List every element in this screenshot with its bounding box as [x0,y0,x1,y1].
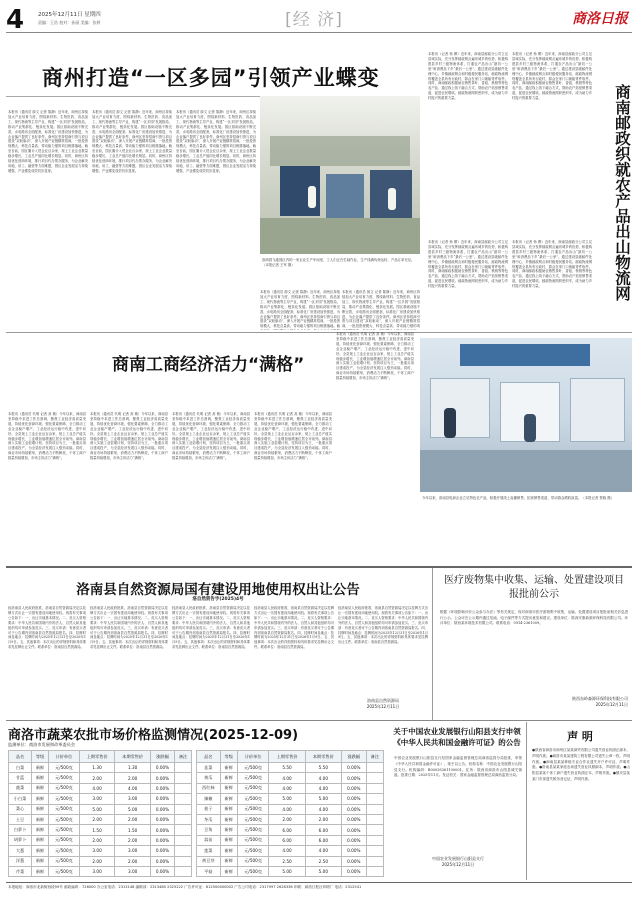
table-row [9,783,192,793]
table-row [197,846,384,856]
notice2-body: 根据《环境影响评价公众参与办法》等有关规定，现对商洛市医疗废物集中收集、运输、处置建设项目报批前相关信息进行公示。公众可在公示期内通过信函、电子邮件等方式提出意见和建议。建设单位：陕西安康新源环保科技有限公司。环评单位：陕西某环境技术有限公司。联系电话：0914-2361009。 [440,610,628,626]
article1-photo-caption: 洛商园飞地园区内的一家企业生产车间里，工人们正在忙碌作业，生产线满负荷运转，产品订单充足。（本报记者 王军 摄） [262,258,415,267]
table-cell: 元/500克 [49,794,80,804]
table-cell: 1.50 [115,825,151,835]
table-cell: 新鲜 [220,835,237,845]
table-cell: 4.00 [269,773,305,783]
table-cell: 4.00 [305,846,341,856]
price-table-header-cell: 计价单位 [237,751,269,763]
table-cell [175,763,192,773]
table-cell [366,846,383,856]
table-cell: 元/500克 [49,783,80,793]
table-cell: 新鲜 [220,846,237,856]
table-cell: 0.00% [341,763,366,773]
table-cell [366,856,383,866]
table-cell [366,773,383,783]
table-cell: 新鲜 [32,825,49,835]
table-cell: 0.00% [341,846,366,856]
table-row [197,825,384,835]
table-cell: 0.00% [150,814,174,824]
table-cell: 菜心 [9,804,32,814]
table-cell: 2.00 [115,814,151,824]
table-row [197,804,384,814]
table-cell: 蒜苗 [197,835,221,845]
table-cell: 新鲜 [32,794,49,804]
table-cell: 3.00 [79,846,115,856]
price-table-header-cell: 品名 [197,751,221,763]
table-cell [175,804,192,814]
table-cell: 新鲜 [220,866,237,876]
section-label: 经 济 [292,10,336,30]
notice1-col2: 经洛南县人民政府批准，洛南县自然资源局决定以挂牌方式出让一宗国有建设用地使用权。现将有关事项公告如下：一、出让宗地基本情况。二、竞买人资格要求：中华人民共和国境内外的法人、自然人和其他组织均可申请参加竞买。三、竞买申请：有意竞买者可于公告期内到洛南县自然资源局报名。四、挂牌时间及地点：挂牌时间为2025年12月31日至2026年1月9日。五、其他事项：本次出让的详细资料和具体要求见挂牌出让文件。联系单位：洛南县自然资源局。 [90,606,168,650]
table-cell: 0.00% [150,866,174,876]
table-cell [366,763,383,773]
article2-col3: 本报讯（通讯员 代明 记者 高 敏）今年以来，商南县坚持稳中求进工作总基调，聚焦工业经济高质量发展，持续优化营商环境，强化要素保障，全力推动工业企业稳产增产，工业经济运行稳中有进、进中向好。全县规上工业企业达百余家，规上工业总产值实现稳步增长，工业增加值增速位居全市前列。商南县深入实施工业倍增计划，坚持项目为王，一批重点项目建成投产，为全县经济发展注入强劲动能。同时，商业市场持续繁荣，消费活力不断释放，个体工商户数量持续增加，市场主体活力“满格”。 [172,412,250,461]
paper-logo: 商洛日报 [572,11,628,27]
table-cell: 0.00% [341,866,366,876]
bracket-left: [ [285,10,293,30]
article2-col5: 本报讯（通讯员 代明 记者 高 敏）今年以来，商南县坚持稳中求进工作总基调，聚焦工业经济高质量发展，持续优化营商环境，强化要素保障，全力推动工业企业稳产增产，工业经济运行稳中有进、进中向好。全县规上工业企业达百余家，规上工业总产值实现稳步增长，工业增加值增速位居全市前列。商南县深入实施工业倍增计划，坚持项目为王，一批重点项目建成投产，为全县经济发展注入强劲动能。同时，商业市场持续繁荣，消费活力不断释放，个体工商户数量持续增加，市场主体活力“满格”。 [336,332,414,381]
table-cell: 0.00% [341,856,366,866]
article1-col5b: 本报讯（通讯员 薛文 记者 陈静）近年来，商州区持续加大产业培育力度，围绕新材料、生物医药、食品加工、现代物流等主导产业，构建“一区多园”发展格局，推动产业集群化、链条化发展。园区基础设施不断完善，水电路讯全面配套，标准化厂房建设加快推进，为企业落户提供了良好条件。商州区坚持招商引资与项目建设“双轮驱动”，深入开展产业链精准招商，一批投资规模大、科技含量高、带动能力强的项 [342,290,420,329]
table-cell: 白菜 [9,763,32,773]
bracket-right: ] [335,10,343,30]
footer-rule [6,882,632,883]
price-table-header-cell: 涨跌幅 [150,751,174,763]
table-cell [366,814,383,824]
table-row [9,773,192,783]
table-row [197,814,384,824]
article1-photo [260,96,420,254]
table-cell: 白萝卜 [9,825,32,835]
footer-info: 本报地址：商洛市北新街西段59号 邮政编码：726000 办公室电话：2313148 编辑部：2313480 2325222 广告许可证：612500400002 广告公司电话：2317997 2628336 印刷：商洛日报社印刷厂 电话：2312541 [8,885,362,889]
table-cell: 5.00 [269,794,305,804]
table-cell: 茄子 [197,804,221,814]
table-cell [366,794,383,804]
table-cell: 4.00 [305,804,341,814]
table-cell [175,856,192,866]
table-cell: 0.00% [150,773,174,783]
table-cell: 豆角 [197,825,221,835]
table-cell [175,814,192,824]
divider-vertical [432,568,433,720]
notice2-headline: 医疗废物集中收集、运输、处置建设项目报批前公示 [444,575,624,600]
notice3-headline: 关于中国农业发展银行山阳县支行申领《中华人民共和国金融许可证》的公告 [393,727,521,747]
table-cell: 元/500克 [49,846,80,856]
price-table-right [196,750,384,877]
masthead-rule [6,32,632,33]
table-cell: 新鲜 [220,804,237,814]
table-cell: 新鲜 [32,856,49,866]
notice1-col1: 经洛南县人民政府批准，洛南县自然资源局决定以挂牌方式出让一宗国有建设用地使用权。现将有关事项公告如下：一、出让宗地基本情况。二、竞买人资格要求：中华人民共和国境内外的法人、自然人和其他组织均可申请参加竞买。三、竞买申请：有意竞买者可于公告期内到洛南县自然资源局报名。四、挂牌时间及地点：挂牌时间为2025年12月31日至2026年1月9日。五、其他事项：本次出让的详细资料和具体要求见挂牌出让文件。联系单位：洛南县自然资源局。 [8,606,86,650]
table-cell: 元/500克 [237,835,269,845]
table-cell: 2.50 [269,856,305,866]
table-row [197,835,384,845]
table-cell: 新鲜 [32,783,49,793]
table-cell: 2.00 [269,814,305,824]
table-cell: 2.50 [305,856,341,866]
table-cell [175,794,192,804]
table-cell: 1.30 [79,763,115,773]
price-table-header-cell: 上期零售价 [269,751,305,763]
table-cell: 0.00% [341,783,366,793]
statement-body: ●陕西省商洛市商州区某某商贸有限公司遗失营业执照正副本，声明作废。●商洛市某某建筑工程有限公司遗失公章一枚，声明作废。●商南县某某种植专业合作社遗失开户许可证，声明作废。●洛南县某某家庭农场遗失营业执照副本，声明作废。●山阳县某某个体工商户遗失营业执照正本，声明作废。●镇安县某某门市部遗失税务登记证，声明作废。 [532,748,630,781]
table-cell: 新鲜 [220,814,237,824]
table-row [197,763,384,773]
table-cell: 0.00% [150,835,174,845]
table-cell: 新鲜 [220,773,237,783]
price-table-header-cell: 上期零售价 [79,751,115,763]
article2-col2: 本报讯（通讯员 代明 记者 高 敏）今年以来，商南县坚持稳中求进工作总基调，聚焦工业经济高质量发展，持续优化营商环境，强化要素保障，全力推动工业企业稳产增产，工业经济运行稳中有进、进中向好。全县规上工业企业达百余家，规上工业总产值实现稳步增长，工业增加值增速位居全市前列。商南县深入实施工业倍增计划，坚持项目为王，一批重点项目建成投产，为全县经济发展注入强劲动能。同时，商业市场持续繁荣，消费活力不断释放，个体工商户数量持续增加，市场主体活力“满格”。 [90,412,168,461]
article2-col1: 本报讯（通讯员 代明 记者 高 敏）今年以来，商南县坚持稳中求进工作总基调，聚焦工业经济高质量发展，持续优化营商环境，强化要素保障，全力推动工业企业稳产增产，工业经济运行稳中有进、进中向好。全县规上工业企业达百余家，规上工业总产值实现稳步增长，工业增加值增速位居全市前列。商南县深入实施工业倍增计划，坚持项目为王，一批重点项目建成投产，为全县经济发展注入强劲动能。同时，商业市场持续繁荣，消费活力不断释放，个体工商户数量持续增加，市场主体活力“满格”。 [8,412,86,461]
table-cell: 5.00 [79,804,115,814]
table-cell [366,866,383,876]
table-row [197,866,384,876]
table-cell: 元/500克 [237,866,269,876]
table-row [9,856,192,866]
price-table-header-cell: 备注 [175,751,192,763]
table-cell: 0.00% [341,773,366,783]
notice2-footer: 陕西东岭森源环保科技有限公司 2025年12月11日 [572,696,628,707]
table-cell: 新鲜 [220,825,237,835]
table-cell: 0.00% [150,794,174,804]
table-cell: 平菇 [197,866,221,876]
edit-line: 责编：王浩 校对：孙丽 美编：张婷 [38,20,101,25]
table-cell: 新鲜 [220,794,237,804]
table-cell: 0.00% [150,825,174,835]
table-cell: 元/500克 [237,846,269,856]
table-row [9,794,192,804]
table-cell: 莲菜 [197,846,221,856]
table-row [9,835,192,845]
table-row [197,773,384,783]
table-cell: 0.00% [341,835,366,845]
table-cell: 土豆 [9,814,32,824]
table-cell: 元/500克 [49,763,80,773]
table-cell: 0.00% [150,783,174,793]
price-table-left-header [9,751,192,763]
table-row [9,804,192,814]
table-cell: 5.00 [305,794,341,804]
table-cell: 1.50 [79,825,115,835]
price-table-right-header [197,751,384,763]
side-col2: 本报讯（记者 杨 柳）近年来，商南县邮政分公司立足县域实际，充分发挥邮政网点遍布城乡的优势，积极构建县乡村三级物流体系，打通农产品出山“最初一公里”和消费品下乡“最后一公里”。通过建设县级邮件处理中心、乡镇邮政网点和村级便民服务站，邮政物流网络覆盖全县所有行政村，群众在家门口就能寄件取件。同时，商南邮政积极助农销售茶叶、香菇、核桃等特色农产品，通过线上线下融合方式，帮助农户拓宽销售渠道，促进农民增收。邮政物流网织密织牢，成为助力乡村振兴的重要力量。 [512,52,592,101]
divider-mid [6,332,632,333]
table-cell [175,866,192,876]
side-headline: 商南邮政织就农产品出山物流网 [613,84,631,301]
table-cell: 4.00 [115,783,151,793]
table-cell: 黄豆芽 [197,856,221,866]
table-cell [175,773,192,783]
table-cell: 0.00% [150,763,174,773]
table-cell: 6.00 [305,825,341,835]
price-table-header-cell: 本期零售价 [305,751,341,763]
table-cell: 3.00 [79,794,115,804]
table-cell: 2.00 [79,856,115,866]
table-cell [366,783,383,793]
notice1-headline: 洛南县自然资源局国有建设用地使用权出让公告 [76,582,360,598]
table-cell: 0.00% [341,825,366,835]
table-cell: 元/500克 [237,804,269,814]
price-table-header-cell: 等级 [220,751,237,763]
table-cell: 5.50 [269,763,305,773]
table-cell: 1.30 [115,763,151,773]
article1-col1: 本报讯（通讯员 薛文 记者 陈静）近年来，商州区持续加大产业培育力度，围绕新材料、生物医药、食品加工、现代物流等主导产业，构建“一区多园”发展格局，推动产业集群化、链条化发展。园区基础设施不断完善，水电路讯全面配套，标准化厂房建设加快推进，为企业落户提供了良好条件。商州区坚持招商引资与项目建设“双轮驱动”，深入开展产业链精准招商，一批投资规模大、科技含量高、带动能力强的项目相继落地。截至目前，园区累计入驻企业百余家，规上工业企业数量稳步增长，工业总产值同比增长明显。同时，商州区持续优化营商环境，推行项目代办帮办服务，为企业解决用地、用工、融资等方面难题，园区企业发展活力持续增强，产业蝶变成效初步显现。 [8,110,88,173]
page-number: 4 [6,5,25,35]
price-table-header-cell: 计价单位 [49,751,80,763]
notice1-col3: 经洛南县人民政府批准，洛南县自然资源局决定以挂牌方式出让一宗国有建设用地使用权。现将有关事项公告如下：一、出让宗地基本情况。二、竞买人资格要求：中华人民共和国境内外的法人、自然人和其他组织均可申请参加竞买。三、竞买申请：有意竞买者可于公告期内到洛南县自然资源局报名。四、挂牌时间及地点：挂牌时间为2025年12月31日至2026年1月9日。五、其他事项：本次出让的详细资料和具体要求见挂牌出让文件。联系单位：洛南县自然资源局。 [172,606,250,650]
table-cell: 新鲜 [32,773,49,783]
article2-photo [420,338,632,492]
table-cell: 5.00 [269,866,305,876]
article1-col3: 本报讯（通讯员 薛文 记者 陈静）近年来，商州区持续加大产业培育力度，围绕新材料、生物医药、食品加工、现代物流等主导产业，构建“一区多园”发展格局，推动产业集群化、链条化发展。园区基础设施不断完善，水电路讯全面配套，标准化厂房建设加快推进，为企业落户提供了良好条件。商州区坚持招商引资与项目建设“双轮驱动”，深入开展产业链精准招商，一批投资规模大、科技含量高、带动能力强的项目相继落地。截至目前，园区累计入驻企业百余家，规上工业企业数量稳步增长，工业总产值同比增长明显。同时，商州区持续优化营商环境，推行项目代办帮办服务，为企业解决用地、用工、融资等方面难题，园区企业发展活力持续增强，产业蝶变成效初步显现。 [176,110,256,173]
table-row [197,794,384,804]
divider-vertical-2 [526,722,527,880]
divider-notices [6,566,632,568]
price-table-header-cell: 等级 [32,751,49,763]
side-col1: 本报讯（记者 杨 柳）近年来，商南县邮政分公司立足县域实际，充分发挥邮政网点遍布城乡的优势，积极构建县乡村三级物流体系，打通农产品出山“最初一公里”和消费品下乡“最后一公里”。通过建设县级邮件处理中心、乡镇邮政网点和村级便民服务站，邮政物流网络覆盖全县所有行政村，群众在家门口就能寄件取件。同时，商南邮政积极助农销售茶叶、香菇、核桃等特色农产品，通过线上线下融合方式，帮助农户拓宽销售渠道，促进农民增收。邮政物流网织密织牢，成为助力乡村振兴的重要力量。 [428,52,508,101]
table-cell: 2.00 [115,835,151,845]
table-cell: 3.00 [115,794,151,804]
table-cell: 新鲜 [32,804,49,814]
notice3-body: 中国农业发展银行山阳县支行经国家金融监督管理总局商洛监管分局批准，申领《中华人民共和国金融许可证》，现予以公告。机构名称：中国农业发展银行山阳县支行。机构编码：B0003S361100001。住所：陕西省商洛市山阳县城关街道。批准日期：2025年11月。发证机关：国家金融监督管理总局商洛监管分局。 [394,756,522,778]
table-cell: 2.00 [115,856,151,866]
divider-lower [6,720,632,721]
table-row [9,846,192,856]
article1-headline: 商州打造“一区多园”引领产业蝶变 [42,66,380,90]
table-cell: 0.00% [150,804,174,814]
table-cell: 5.00 [115,804,151,814]
table-cell: 元/500克 [237,763,269,773]
table-cell: 6.00 [305,835,341,845]
article2-photo-caption: 今年以来，洛南县电商企业立足特色农产品，积极开展线上直播销售，拓宽销售渠道，带动群众增收致富。（本报记者 贾晓 摄） [422,496,615,500]
table-cell: 元/500克 [237,856,269,866]
table-cell: 4.00 [305,773,341,783]
table-cell: 韭菜 [197,763,221,773]
table-cell: 芹菜 [9,866,32,876]
table-cell: 新鲜 [32,835,49,845]
table-cell: 新鲜 [220,856,237,866]
price-table-header-cell: 品名 [9,751,32,763]
statement-headline: 声 明 [567,730,593,743]
article2-col4: 本报讯（通讯员 代明 记者 高 敏）今年以来，商南县坚持稳中求进工作总基调，聚焦工业经济高质量发展，持续优化营商环境，强化要素保障，全力推动工业企业稳产增产，工业经济运行稳中有进、进中向好。全县规上工业企业达百余家，规上工业总产值实现稳步增长，工业增加值增速位居全市前列。商南县深入实施工业倍增计划，坚持项目为王，一批重点项目建成投产，为全县经济发展注入强劲动能。同时，商业市场持续繁荣，消费活力不断释放，个体工商户数量持续增加，市场主体活力“满格”。 [254,412,332,461]
table-cell: 菠菜 [9,783,32,793]
notice1-col4: 经洛南县人民政府批准，洛南县自然资源局决定以挂牌方式出让一宗国有建设用地使用权。现将有关事项公告如下：一、出让宗地基本情况。二、竞买人资格要求：中华人民共和国境内外的法人、自然人和其他组织均可申请参加竞买。三、竞买申请：有意竞买者可于公告期内到洛南县自然资源局报名。四、挂牌时间及地点：挂牌时间为2025年12月31日至2026年1月9日。五、其他事项：本次出让的详细资料和具体要求见挂牌出让文件。联系单位：洛南县自然资源局。 [254,606,334,650]
article1-col4b: 本报讯（通讯员 薛文 记者 陈静）近年来，商州区持续加大产业培育力度，围绕新材料、生物医药、食品加工、现代物流等主导产业，构建“一区多园”发展格局，推动产业集群化、链条化发展。园区基础设施不断完善，水电路讯全面配套，标准化厂房建设加快推进，为企业落户提供了良好条件。商州区坚持招商引资与项目建设“双轮驱动”，深入开展产业链精准招商，一批投资规模大、科技含量高、带动能力强的项目相继落地。截 [260,290,340,329]
table-cell: 0.00% [341,794,366,804]
table-cell: 新鲜 [32,814,49,824]
price-table-header-cell: 备注 [366,751,383,763]
table-cell: 3.00 [79,866,115,876]
table-cell: 新鲜 [220,763,237,773]
table-cell: 小白菜 [9,794,32,804]
table-cell: 6.00 [269,825,305,835]
notice1-col5: 经洛南县人民政府批准，洛南县自然资源局决定以挂牌方式出让一宗国有建设用地使用权。现将有关事项公告如下：一、出让宗地基本情况。二、竞买人资格要求：中华人民共和国境内外的法人、自然人和其他组织均可申请参加竞买。三、竞买申请：有意竞买者可于公告期内到洛南县自然资源局报名。四、挂牌时间及地点：挂牌时间为2025年12月31日至2026年1月9日。五、其他事项：本次出让的详细资料和具体要求见挂牌出让文件。联系单位：洛南县自然资源局。 [338,606,428,645]
section-title [254,5,374,30]
table-cell: 新鲜 [32,866,49,876]
table-cell: 0.00% [341,804,366,814]
table-cell [175,825,192,835]
table-cell: 元/500克 [237,794,269,804]
price-table-left [8,750,192,877]
table-cell: 新鲜 [32,846,49,856]
table-cell: 0.00% [341,814,366,824]
table-row [197,856,384,866]
table-cell: 2.00 [79,773,115,783]
table-cell: 2.00 [79,835,115,845]
table-cell: 元/500克 [49,804,80,814]
table-cell: 冬瓜 [197,814,221,824]
table-cell: 胡萝卜 [9,835,32,845]
table-cell: 元/500克 [49,856,80,866]
table-cell: 3.00 [115,866,151,876]
table-cell: 元/500克 [49,866,80,876]
table-cell: 元/500克 [49,814,80,824]
table-cell: 洋葱 [9,856,32,866]
notice3-footer: 中国农业发展银行山阳县支行 2025年12月11日 [432,856,484,867]
table-cell: 元/500克 [49,773,80,783]
table-cell: 0.00% [150,846,174,856]
notice1-subhead: 洛自然资告字(2025)4号 [192,597,244,602]
table-cell: 0.00% [150,856,174,866]
table-row [9,763,192,773]
table-cell: 2.00 [305,814,341,824]
price-table-title: 商洛市蔬菜农批市场价格监测情况(2025-12-09) [8,728,299,743]
price-table-header-cell: 本期零售价 [115,751,151,763]
table-cell [175,783,192,793]
table-cell: 6.00 [269,835,305,845]
table-cell: 大葱 [9,846,32,856]
table-cell: 3.00 [115,846,151,856]
table-cell: 元/500克 [237,783,269,793]
side-col4: 本报讯（记者 杨 柳）近年来，商南县邮政分公司立足县域实际，充分发挥邮政网点遍布城乡的优势，积极构建县乡村三级物流体系，打通农产品出山“最初一公里”和消费品下乡“最后一公里”。通过建设县级邮件处理中心、乡镇邮政网点和村级便民服务站，邮政物流网络覆盖全县所有行政村，群众在家门口就能寄件取件。同时，商南邮政积极助农销售茶叶、香菇、核桃等特色农产品，通过线上线下融合方式，帮助农户拓宽销售渠道，促进农民增收。邮政物流网织密织牢，成为助力乡村振兴的重要力量。 [512,240,592,289]
table-cell: 5.00 [305,866,341,876]
table-cell: 4.00 [269,804,305,814]
table-cell [366,804,383,814]
notice1-footer: 洛南县自然资源局 2025年12月11日 [366,698,400,709]
side-col3: 本报讯（记者 杨 柳）近年来，商南县邮政分公司立足县域实际，充分发挥邮政网点遍布城乡的优势，积极构建县乡村三级物流体系，打通农产品出山“最初一公里”和消费品下乡“最后一公里”。通过建设县级邮件处理中心、乡镇邮政网点和村级便民服务站，邮政物流网络覆盖全县所有行政村，群众在家门口就能寄件取件。同时，商南邮政积极助农销售茶叶、香菇、核桃等特色农产品，通过线上线下融合方式，帮助农户拓宽销售渠道，促进农民增收。邮政物流网织密织牢，成为助力乡村振兴的重要力量。 [428,240,508,289]
table-cell: 西红柿 [197,783,221,793]
table-cell: 元/500克 [237,814,269,824]
table-cell: 4.00 [305,783,341,793]
table-row [9,866,192,876]
price-table-source: 监测单位：商洛市发展和改革委员会 [8,742,76,747]
table-cell [366,825,383,835]
table-cell: 元/500克 [237,825,269,835]
table-row [9,825,192,835]
table-cell: 2.00 [79,814,115,824]
table-cell: 辣椒 [197,794,221,804]
table-cell [175,846,192,856]
table-cell: 4.00 [269,846,305,856]
date-line: 2025年12月11日 星期四 [38,12,101,18]
table-cell: 4.00 [79,783,115,793]
price-table-header-cell: 涨跌幅 [341,751,366,763]
article2-headline: 商南工商经济活力“满格” [112,355,305,375]
table-cell: 4.00 [269,783,305,793]
table-cell: 新鲜 [220,783,237,793]
table-cell: 元/500克 [49,835,80,845]
table-cell: 黄瓜 [197,773,221,783]
table-cell: 5.50 [305,763,341,773]
table-cell [175,835,192,845]
table-row [9,814,192,824]
table-cell: 新鲜 [32,763,49,773]
table-row [197,783,384,793]
table-cell [366,835,383,845]
table-cell: 元/500克 [237,773,269,783]
table-cell: 元/500克 [49,825,80,835]
table-cell: 2.00 [115,773,151,783]
table-cell: 甘蓝 [9,773,32,783]
article1-col2: 本报讯（通讯员 薛文 记者 陈静）近年来，商州区持续加大产业培育力度，围绕新材料、生物医药、食品加工、现代物流等主导产业，构建“一区多园”发展格局，推动产业集群化、链条化发展。园区基础设施不断完善，水电路讯全面配套，标准化厂房建设加快推进，为企业落户提供了良好条件。商州区坚持招商引资与项目建设“双轮驱动”，深入开展产业链精准招商，一批投资规模大、科技含量高、带动能力强的项目相继落地。截至目前，园区累计入驻企业百余家，规上工业企业数量稳步增长，工业总产值同比增长明显。同时，商州区持续优化营商环境，推行项目代办帮办服务，为企业解决用地、用工、融资等方面难题，园区企业发展活力持续增强，产业蝶变成效初步显现。 [92,110,172,173]
